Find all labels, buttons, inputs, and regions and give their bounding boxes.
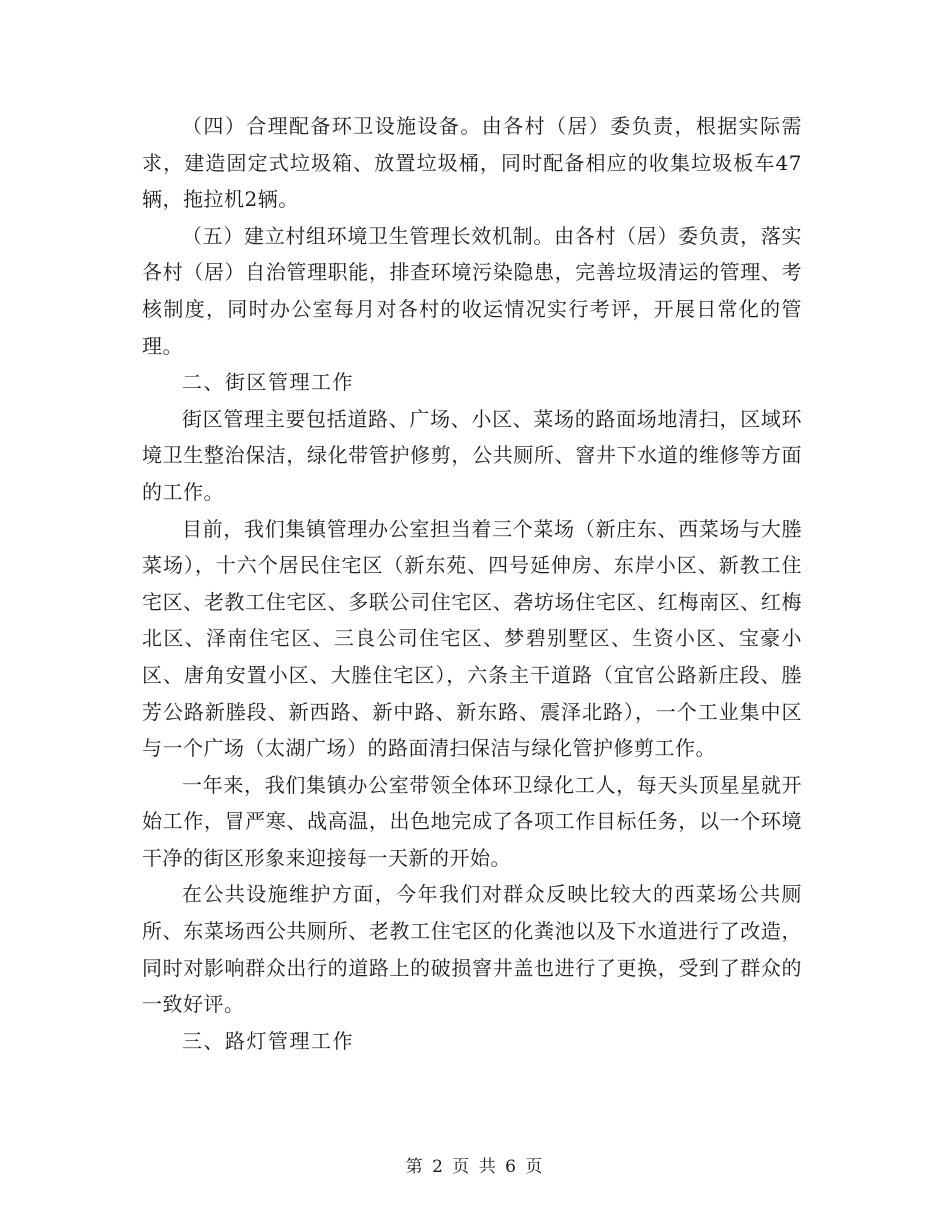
paragraph-facility-maintenance: 在公共设施维护方面，今年我们对群众反映比较大的西菜场公共厕所、东菜场西公共厕所、老教工住宅区的化粪池以及下水道进行了改造，同时对影响群众出行的道路上的破损窨井盖也进行了更换，受到了群众的一致好评。 (142, 882, 802, 1017)
section-heading-street-management: 二、街区管理工作 (182, 370, 354, 395)
paragraph-5-village-mechanism: （五）建立村组环境卫生管理长效机制。由各村（居）委负责，落实各村（居）自治管理职能，排查环境污染隐患，完善垃圾清运的管理、考核制度，同时办公室每月对各村的收运情况实行考评，开展日常化的管理。 (142, 223, 802, 358)
paragraph-4-sanitation-equipment: （四）合理配备环卫设施设备。由各村（居）委负责，根据实际需求，建造固定式垃圾箱、放置垃圾桶，同时配备相应的收集垃圾板车47辆，拖拉机2辆。 (142, 114, 802, 212)
paragraph-current-responsibilities: 目前，我们集镇管理办公室担当着三个菜场（新庄东、西菜场与大塍菜场），十六个居民住宅区（新东苑、四号延伸房、东岸小区、新教工住宅区、老教工住宅区、多联公司住宅区、砻坊场住宅区、红梅南区、红梅北区、泽南住宅区、三良公司住宅区、梦碧别墅区、生资小区、宝豪小区、唐角安置小区、大塍住宅区），六条主干道路（宜官公路新庄段、塍芳公路新塍段、新西路、新中路、新东路、震泽北路），一个工业集中区与一个广场（太湖广场）的路面清扫保洁与绿化管护修剪工作。 (142, 516, 802, 761)
page-footer: 第 2 页 共 6 页 (405, 1157, 545, 1177)
paragraph-year-review: 一年来，我们集镇办公室带领全体环卫绿化工人，每天头顶星星就开始工作，冒严寒、战高温，出色地完成了各项工作目标任务，以一个环境干净的街区形象来迎接每一天新的开始。 (142, 772, 802, 870)
paragraph-street-scope: 街区管理主要包括道路、广场、小区、菜场的路面场地清扫，区域环境卫生整治保洁，绿化带管护修剪，公共厕所、窨井下水道的维修等方面的工作。 (142, 406, 802, 504)
document-page (142, 108, 802, 1059)
section-heading-streetlight-management: 三、路灯管理工作 (182, 1028, 354, 1053)
